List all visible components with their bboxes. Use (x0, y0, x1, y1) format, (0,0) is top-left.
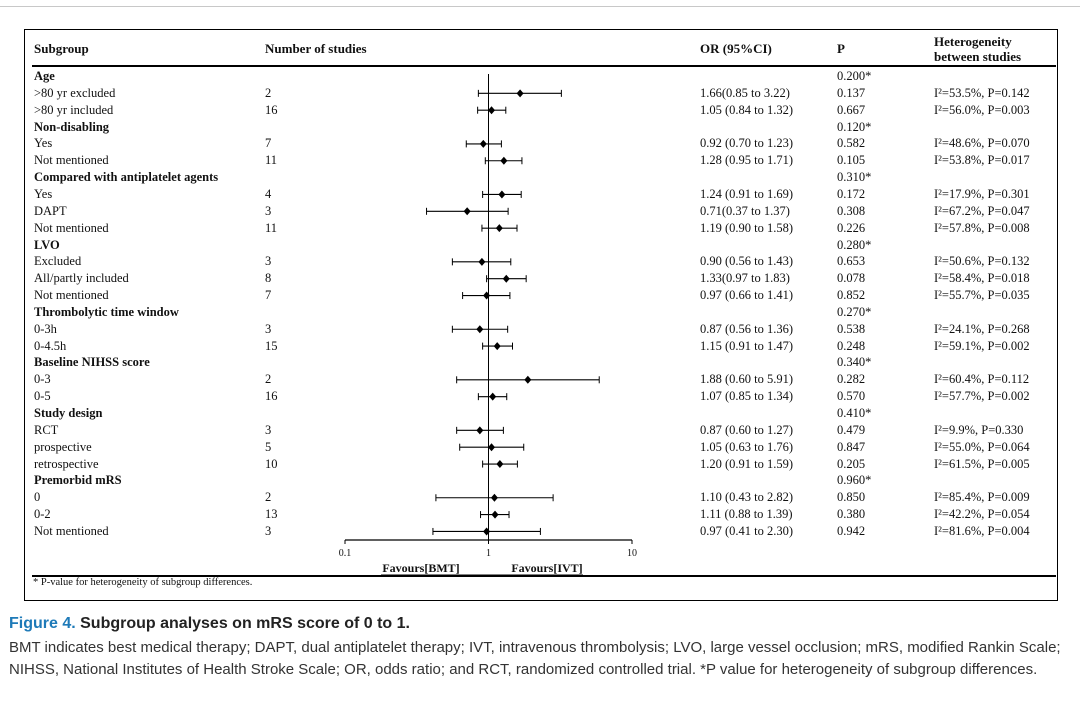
row-p-value: 0.380 (837, 507, 866, 522)
row-subgroup-label: 0-2 (34, 507, 51, 522)
row-p-value: 0.479 (837, 422, 866, 437)
row-or-ci: 1.11 (0.88 to 1.39) (700, 507, 793, 522)
header-or: OR (95%CI) (700, 41, 772, 56)
row-or-ci: 1.33(0.97 to 1.83) (700, 271, 790, 286)
or-point (496, 460, 503, 468)
or-point (491, 494, 498, 502)
row-number-of-studies: 11 (265, 220, 278, 235)
row-p-value: 0.105 (837, 153, 866, 168)
or-point (483, 527, 490, 535)
row-subgroup-label: Not mentioned (34, 288, 109, 303)
row-or-ci: 1.05 (0.84 to 1.32) (700, 102, 794, 117)
row-number-of-studies: 16 (265, 389, 278, 404)
row-heterogeneity: I²=58.4%, P=0.018 (934, 271, 1030, 286)
subgroup-heading: Premorbid mRS (34, 473, 122, 488)
row-heterogeneity: I²=55.0%, P=0.064 (934, 439, 1030, 454)
row-subgroup-label: 0-3h (34, 321, 57, 336)
or-point (496, 224, 503, 232)
row-p-value: 0.226 (837, 220, 866, 235)
row-p-value: 0.248 (837, 338, 866, 353)
row-number-of-studies: 3 (265, 203, 272, 218)
row-heterogeneity: I²=57.8%, P=0.008 (934, 220, 1030, 235)
row-p-value: 0.942 (837, 523, 866, 538)
row-subgroup-label: Excluded (34, 254, 82, 269)
row-subgroup-label: DAPT (34, 203, 67, 218)
row-p-value: 0.172 (837, 186, 866, 201)
or-point (498, 190, 505, 198)
row-p-value: 0.120* (837, 119, 872, 134)
row-number-of-studies: 15 (265, 338, 278, 353)
row-heterogeneity: I²=85.4%, P=0.009 (934, 490, 1030, 505)
row-subgroup-label: >80 yr excluded (34, 85, 116, 100)
favours-ivt-label: Favours[IVT] (511, 561, 583, 575)
row-or-ci: 1.10 (0.43 to 2.82) (700, 490, 794, 505)
row-p-value: 0.538 (837, 321, 866, 336)
or-point (492, 511, 499, 519)
row-number-of-studies: 3 (265, 254, 272, 269)
header-heterogeneity-line1: Heterogeneity (934, 34, 1012, 49)
row-p-value: 0.078 (837, 271, 866, 286)
table-footnote: * P-value for heterogeneity of subgroup differences. (33, 577, 253, 588)
row-number-of-studies: 10 (265, 456, 278, 471)
figure-caption: BMT indicates best medical therapy; DAPT, dual antiplatelet therapy; IVT, intravenous thrombolysis; LVO, large vessel occlusion; mRS, modified Rankin Scale; NIHSS, National Institutes of Health Stroke Scale; OR, odds ratio; and RCT, randomized controlled trial. *P value for heterogeneity of subgroup differences. (9, 639, 1061, 678)
subgroup-heading: Non-disabling (34, 119, 110, 134)
figure-number: Figure 4. (9, 615, 76, 632)
row-p-value: 0.137 (837, 85, 866, 100)
row-subgroup-label: Not mentioned (34, 523, 109, 538)
row-number-of-studies: 16 (265, 102, 278, 117)
row-or-ci: 1.28 (0.95 to 1.71) (700, 153, 794, 168)
row-p-value: 0.410* (837, 406, 872, 420)
row-or-ci: 1.88 (0.60 to 5.91) (700, 372, 794, 387)
row-number-of-studies: 2 (265, 372, 272, 387)
row-or-ci: 1.05 (0.63 to 1.76) (700, 439, 794, 454)
or-point (488, 106, 495, 114)
row-number-of-studies: 3 (265, 321, 272, 336)
row-heterogeneity: I²=17.9%, P=0.301 (934, 186, 1030, 201)
row-or-ci: 0.71(0.37 to 1.37) (700, 203, 790, 218)
or-point (500, 157, 507, 165)
row-or-ci: 1.15 (0.91 to 1.47) (700, 338, 794, 353)
row-p-value: 0.667 (837, 102, 866, 117)
or-point (476, 325, 483, 333)
row-number-of-studies: 4 (265, 186, 272, 201)
or-point (494, 342, 501, 350)
row-number-of-studies: 11 (265, 153, 278, 168)
row-subgroup-label: RCT (34, 422, 59, 437)
or-point (480, 140, 487, 148)
header-subgroup: Subgroup (34, 41, 89, 56)
row-number-of-studies: 2 (265, 85, 272, 100)
row-subgroup-label: All/partly included (34, 271, 129, 286)
subgroup-heading: Baseline NIHSS score (34, 355, 150, 370)
row-or-ci: 1.24 (0.91 to 1.69) (700, 186, 794, 201)
row-subgroup-label: 0-3 (34, 372, 51, 387)
row-or-ci: 0.97 (0.41 to 2.30) (700, 523, 794, 538)
row-heterogeneity: I²=56.0%, P=0.003 (934, 102, 1030, 117)
or-point (478, 258, 485, 266)
row-number-of-studies: 3 (265, 523, 272, 538)
figure-title-text: Subgroup analyses on mRS score of 0 to 1. (75, 615, 410, 632)
row-p-value: 0.852 (837, 288, 866, 303)
header-number-of-studies: Number of studies (265, 41, 367, 56)
or-point (483, 292, 490, 300)
row-p-value: 0.282 (837, 372, 866, 387)
row-number-of-studies: 7 (265, 136, 272, 151)
row-subgroup-label: 0-5 (34, 389, 51, 404)
row-or-ci: 0.90 (0.56 to 1.43) (700, 254, 794, 269)
row-subgroup-label: retrospective (34, 456, 99, 471)
row-heterogeneity: I²=81.6%, P=0.004 (934, 523, 1030, 538)
favours-bmt-label: Favours[BMT] (382, 561, 460, 575)
row-number-of-studies: 8 (265, 271, 272, 286)
row-p-value: 0.200* (837, 69, 872, 83)
row-or-ci: 1.20 (0.91 to 1.59) (700, 456, 794, 471)
row-or-ci: 1.66(0.85 to 3.22) (700, 85, 790, 100)
row-heterogeneity: I²=48.6%, P=0.070 (934, 136, 1030, 151)
row-or-ci: 0.87 (0.60 to 1.27) (700, 422, 794, 437)
subgroup-heading: LVO (34, 237, 60, 252)
row-heterogeneity: I²=55.7%, P=0.035 (934, 288, 1030, 303)
row-heterogeneity: I²=53.8%, P=0.017 (934, 153, 1030, 168)
row-heterogeneity: I²=60.4%, P=0.112 (934, 372, 1030, 387)
row-subgroup-label: prospective (34, 439, 92, 454)
row-p-value: 0.850 (837, 490, 866, 505)
or-point (517, 89, 524, 97)
or-point (524, 376, 531, 384)
row-subgroup-label: Not mentioned (34, 153, 109, 168)
row-or-ci: 0.97 (0.66 to 1.41) (700, 288, 794, 303)
row-subgroup-label: Yes (34, 186, 53, 201)
row-number-of-studies: 5 (265, 439, 272, 454)
row-subgroup-label: >80 yr included (34, 102, 114, 117)
row-or-ci: 0.92 (0.70 to 1.23) (700, 136, 794, 151)
row-heterogeneity: I²=50.6%, P=0.132 (934, 254, 1030, 269)
row-p-value: 0.308 (837, 203, 866, 218)
row-p-value: 0.653 (837, 254, 866, 269)
row-heterogeneity: I²=9.9%, P=0.330 (934, 422, 1024, 437)
row-heterogeneity: I²=59.1%, P=0.002 (934, 338, 1030, 353)
row-subgroup-label: Yes (34, 136, 53, 151)
x-tick-label: 0.1 (338, 548, 352, 559)
row-p-value: 0.582 (837, 136, 866, 151)
row-or-ci: 1.07 (0.85 to 1.34) (700, 389, 794, 404)
row-subgroup-label: 0 (34, 490, 41, 505)
subgroup-heading: Compared with antiplatelet agents (34, 170, 219, 185)
row-heterogeneity: I²=57.7%, P=0.002 (934, 389, 1030, 404)
row-p-value: 0.847 (837, 439, 866, 454)
subgroup-heading: Age (34, 69, 55, 83)
row-p-value: 0.570 (837, 389, 866, 404)
or-point (464, 207, 471, 215)
subgroup-heading: Study design (34, 406, 103, 420)
row-p-value: 0.280* (837, 237, 872, 252)
row-number-of-studies: 13 (265, 507, 278, 522)
row-heterogeneity: I²=42.2%, P=0.054 (934, 507, 1030, 522)
row-number-of-studies: 2 (265, 490, 272, 505)
row-p-value: 0.960* (837, 473, 872, 488)
x-tick-label: 1 (486, 548, 491, 559)
figure-title (9, 615, 410, 633)
or-point (476, 426, 483, 434)
or-point (489, 393, 496, 401)
row-p-value: 0.340* (837, 355, 872, 370)
row-number-of-studies: 3 (265, 422, 272, 437)
row-subgroup-label: 0-4.5h (34, 338, 67, 353)
row-p-value: 0.270* (837, 304, 872, 319)
row-heterogeneity: I²=24.1%, P=0.268 (934, 321, 1030, 336)
or-point (488, 443, 495, 451)
row-subgroup-label: Not mentioned (34, 220, 109, 235)
row-or-ci: 0.87 (0.56 to 1.36) (700, 321, 794, 336)
row-heterogeneity: I²=53.5%, P=0.142 (934, 85, 1030, 100)
row-heterogeneity: I²=61.5%, P=0.005 (934, 456, 1030, 471)
row-heterogeneity: I²=67.2%, P=0.047 (934, 203, 1030, 218)
x-tick-label: 10 (627, 548, 637, 559)
header-heterogeneity-line2: between studies (934, 49, 1022, 64)
row-or-ci: 1.19 (0.90 to 1.58) (700, 220, 794, 235)
subgroup-heading: Thrombolytic time window (34, 304, 179, 319)
header-p: P (837, 41, 845, 56)
or-point (503, 275, 510, 283)
row-number-of-studies: 7 (265, 288, 272, 303)
row-p-value: 0.205 (837, 456, 866, 471)
row-p-value: 0.310* (837, 170, 872, 185)
